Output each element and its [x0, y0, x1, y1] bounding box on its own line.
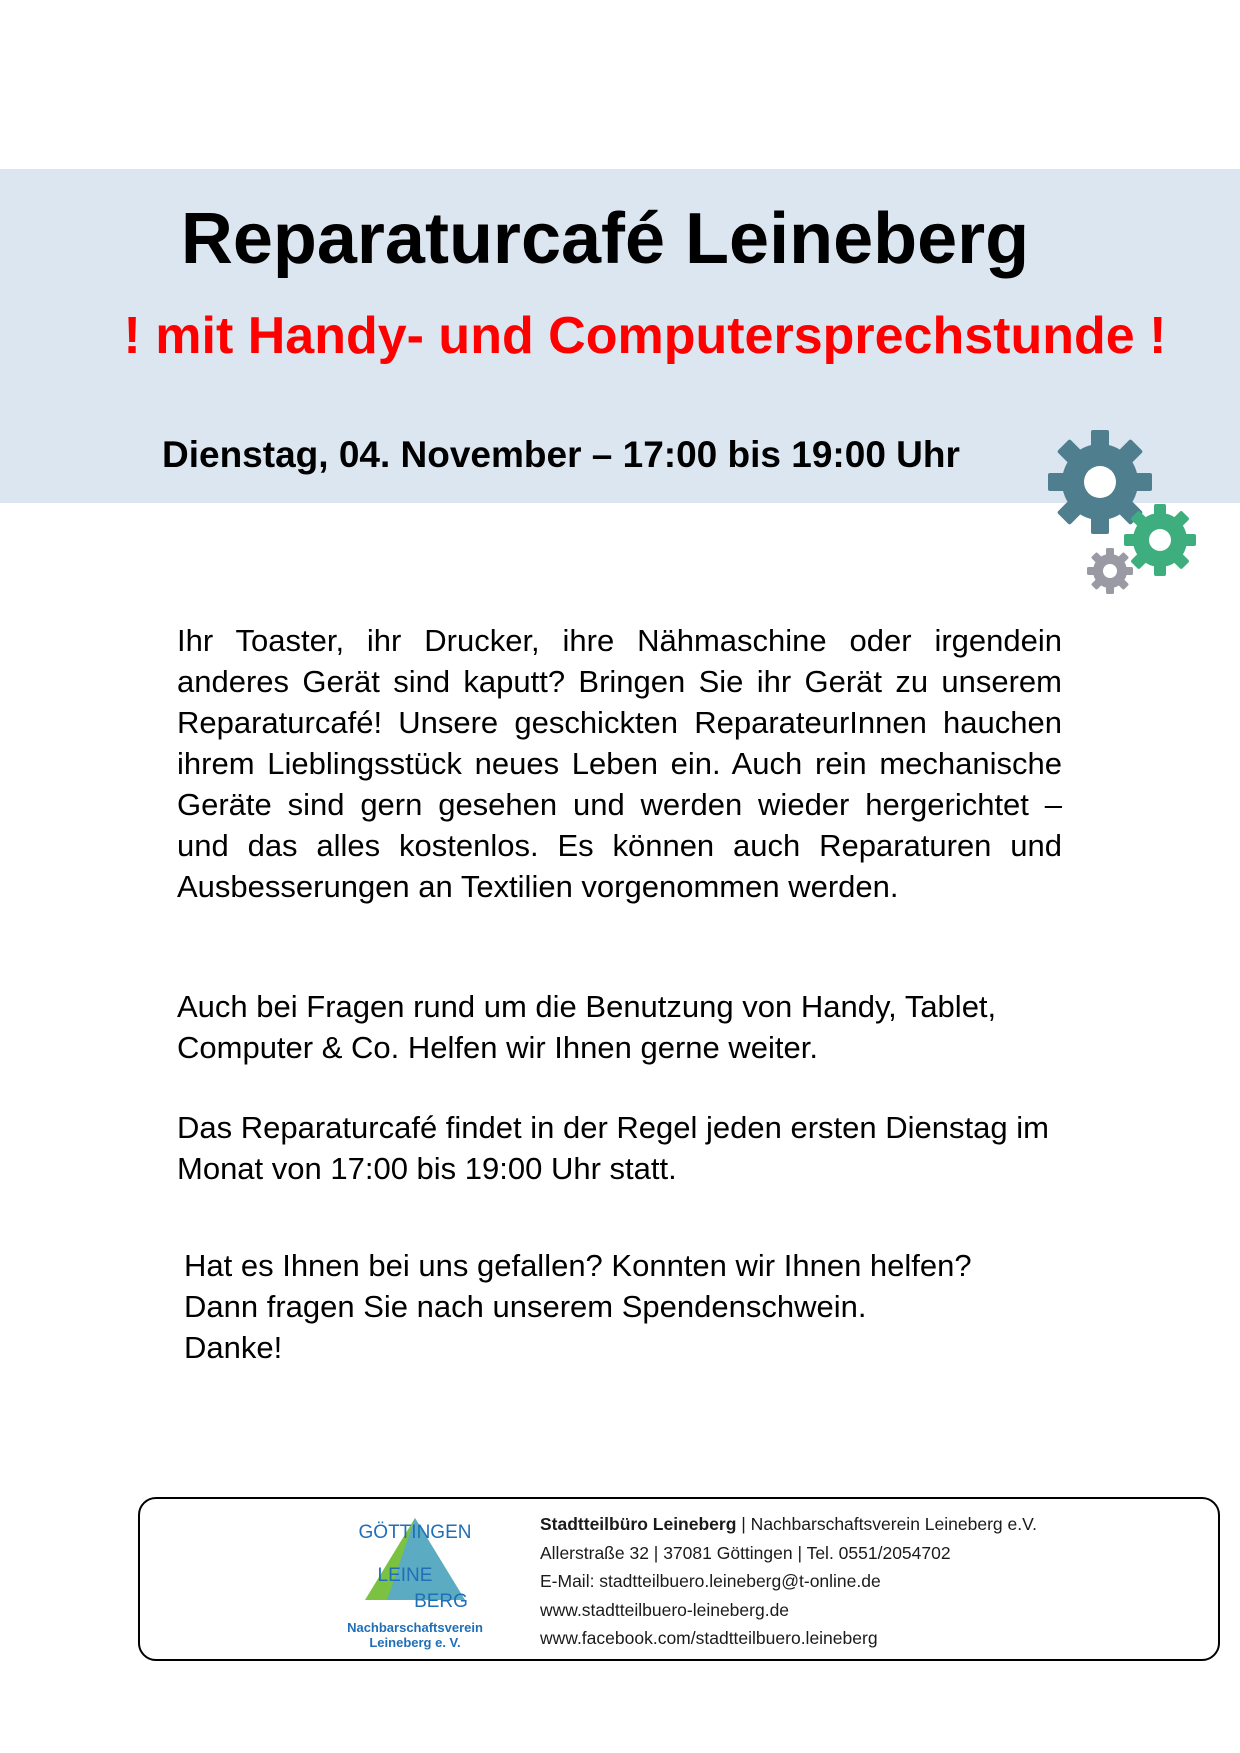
closing-line: Danke! [184, 1330, 283, 1365]
contact-org-association: | Nachbarschaftsverein Leineberg e.V. [736, 1514, 1038, 1534]
description-paragraph: Ihr Toaster, ihr Drucker, ihre Nähmaschine oder irgendein anderes Gerät sind kaputt? Bringen Sie ihr Gerät zu unserem Reparaturcafé! Unsere geschickten ReparateurInnen hauchen ihrem Lieblingsstück neues Leben ein. Auch rein mechanische Geräte sind gern gesehen und werden wieder hergerichtet – und das alles kostenlos. Es können auch Reparaturen und Ausbesserungen an Textilien vorgenommen werden. [177, 623, 1062, 904]
schedule-paragraph: Das Reparaturcafé findet in der Regel jeden ersten Dienstag im Monat von 17:00 bis 19:00 Uhr statt. [177, 1110, 1049, 1186]
gear-medium-icon [1124, 504, 1196, 576]
contact-org [540, 1510, 1140, 1539]
logo-text-line3: BERG [414, 1591, 468, 1612]
page-subtitle: ! mit Handy- und Computersprechstunde ! [123, 307, 1167, 365]
closing-line: Hat es Ihnen bei uns gefallen? Konnten wir Ihnen helfen? [184, 1248, 972, 1283]
logo-text-line1: GÖTTINGEN [358, 1522, 472, 1543]
contact-block [540, 1510, 1140, 1653]
event-date: Dienstag, 04. November – 17:00 bis 19:00 Uhr [162, 434, 960, 475]
page-title: Reparaturcafé Leineberg [180, 199, 1030, 279]
logo-text-line5: Leineberg e. V. [369, 1635, 461, 1650]
gear-small-icon [1087, 548, 1133, 594]
contact-website: www.stadtteilbuero-leineberg.de [540, 1599, 790, 1620]
contact-email: E-Mail: stadtteilbuero.leineberg@t-online.de [540, 1571, 881, 1591]
closing-line: Dann fragen Sie nach unserem Spendenschwein. [184, 1289, 867, 1324]
contact-address: Allerstraße 32 | 37081 Göttingen | Tel. 0551/2054702 [540, 1542, 951, 1563]
closing-text [184, 1245, 1084, 1368]
contact-org-name: Stadtteilbüro Leineberg [540, 1514, 737, 1534]
gears-icon [1040, 430, 1200, 600]
nachbarschaftsverein-logo [335, 1508, 495, 1658]
logo-text-line2: LEINE [377, 1565, 433, 1586]
help-paragraph: Auch bei Fragen rund um die Benutzung von Handy, Tablet, Computer & Co. Helfen wir Ihnen gerne weiter. [177, 989, 997, 1065]
contact-facebook: www.facebook.com/stadtteilbuero.leineberg [540, 1628, 878, 1648]
logo-text-line4: Nachbarschaftsverein [347, 1620, 483, 1635]
